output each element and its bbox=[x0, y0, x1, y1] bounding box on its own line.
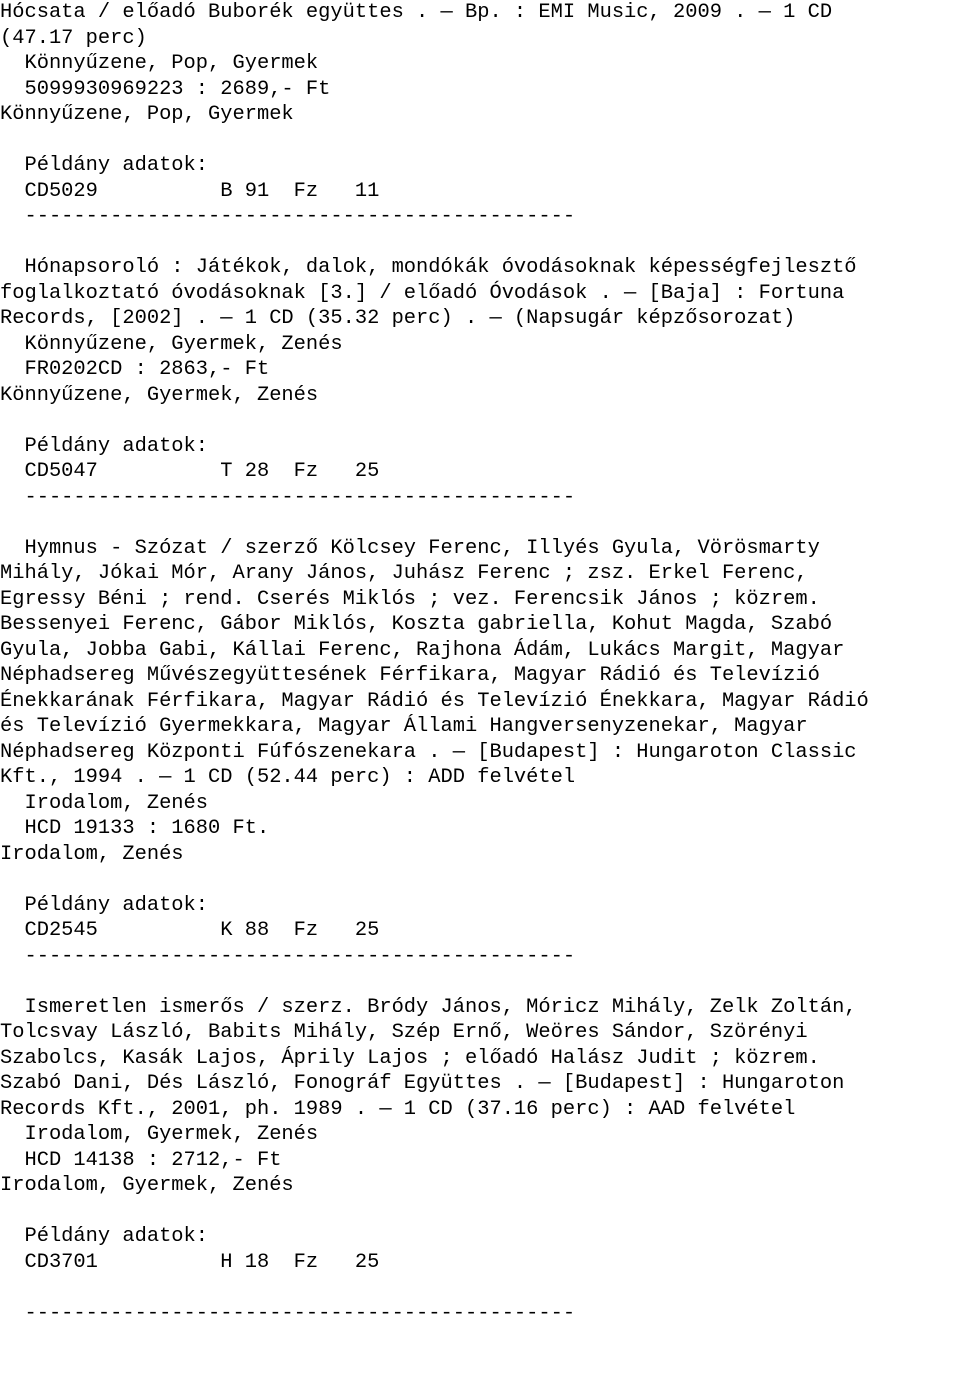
text-line: Könnyűzene, Gyermek, Zenés bbox=[0, 332, 343, 356]
text-line: Énekkarának Férfikara, Magyar Rádió és Televízió Énekkara, Magyar Rádió bbox=[0, 689, 869, 713]
text-line: Szabó Dani, Dés László, Fonográf Együttes . — [Budapest] : Hungaroton bbox=[0, 1072, 845, 1095]
record-divider: --------------------------------------------- bbox=[0, 205, 576, 228]
text-line: Néphadsereg Művészegyüttesének Férfikara, Magyar Rádió és Televízió bbox=[0, 664, 820, 687]
text-line: Könnyűzene, Pop, Gyermek bbox=[0, 103, 294, 126]
blank-line bbox=[0, 969, 960, 995]
text-line: Irodalom, Zenés bbox=[0, 791, 209, 815]
text-line: Records Kft., 2001, ph. 1989 . — 1 CD (37.16 perc) : AAD felvétel bbox=[0, 1097, 796, 1121]
blank-line bbox=[0, 230, 960, 256]
blank-line bbox=[0, 510, 960, 536]
copy-data-heading: Példány adatok: bbox=[0, 893, 209, 917]
text-line: Irodalom, Zenés bbox=[0, 842, 184, 866]
text-line: Hymnus - Szózat / szerző Kölcsey Ferenc, Illyés Gyula, Vörösmarty bbox=[0, 536, 820, 560]
text-line: Egressy Béni ; rend. Cserés Miklós ; vez. Ferencsik János ; közrem. bbox=[0, 587, 820, 611]
text-line: Irodalom, Gyermek, Zenés bbox=[0, 1174, 294, 1197]
text-line: foglalkoztató óvodásoknak [3.] / előadó Óvodások . — [Baja] : Fortuna bbox=[0, 281, 845, 305]
blank-line bbox=[0, 867, 960, 893]
copy-data-row: CD3701 H 18 Fz 25 bbox=[0, 1250, 380, 1274]
text-line: Hócsata / előadó Buborék együttes . — Bp. : EMI Music, 2009 . — 1 CD bbox=[0, 1, 833, 24]
text-line: Gyula, Jobba Gabi, Kállai Ferenc, Rajhona Ádám, Lukács Margit, Magyar bbox=[0, 638, 845, 662]
text-line: Könnyűzene, Gyermek, Zenés bbox=[0, 383, 319, 407]
text-line: Bessenyei Ferenc, Gábor Miklós, Koszta gabriella, Kohut Magda, Szabó bbox=[0, 613, 833, 636]
text-line: Hónapsoroló : Játékok, dalok, mondókák óvodásoknak képességfejlesztő bbox=[0, 256, 857, 279]
copy-data-row: CD5047 T 28 Fz 25 bbox=[0, 460, 380, 483]
copy-data-row: CD2545 K 88 Fz 25 bbox=[0, 919, 380, 942]
text-line: Kft., 1994 . — 1 CD (52.44 perc) : ADD felvétel bbox=[0, 766, 576, 789]
price-line: HCD 14138 : 2712,- Ft bbox=[0, 1148, 282, 1172]
price-line: FR0202CD : 2863,- Ft bbox=[0, 358, 270, 381]
blank-line bbox=[0, 128, 960, 154]
text-line: (47.17 perc) bbox=[0, 26, 147, 50]
text-line: Irodalom, Gyermek, Zenés bbox=[0, 1123, 319, 1146]
copy-data-heading: Példány adatok: bbox=[0, 1225, 209, 1248]
text-line: Mihály, Jókai Mór, Arany János, Juhász Ferenc ; zsz. Erkel Ferenc, bbox=[0, 562, 808, 585]
price-line: HCD 19133 : 1680 Ft. bbox=[0, 817, 270, 840]
text-line: Records, [2002] . — 1 CD (35.32 perc) . — (Napsugár képzősorozat) bbox=[0, 307, 796, 330]
text-line: Ismeretlen ismerős / szerz. Bródy János, Móricz Mihály, Zelk Zoltán, bbox=[0, 995, 857, 1019]
text-line: Szabolcs, Kasák Lajos, Áprily Lajos ; előadó Halász Judit ; közrem. bbox=[0, 1046, 820, 1070]
blank-line bbox=[0, 1199, 960, 1225]
text-line: Könnyűzene, Pop, Gyermek bbox=[0, 52, 319, 75]
copy-data-heading: Példány adatok: bbox=[0, 154, 209, 177]
copy-data-row: CD5029 B 91 Fz 11 bbox=[0, 179, 380, 203]
blank-line bbox=[0, 408, 960, 434]
record-divider: --------------------------------------------- bbox=[0, 1301, 576, 1325]
text-line: Tolcsvay László, Babits Mihály, Szép Ernő, Weöres Sándor, Szörényi bbox=[0, 1021, 808, 1044]
blank-line bbox=[0, 1275, 960, 1301]
copy-data-heading: Példány adatok: bbox=[0, 434, 209, 458]
record-divider: --------------------------------------------- bbox=[0, 485, 576, 509]
text-line: Néphadsereg Központi Fúfószenekara . — [Budapest] : Hungaroton Classic bbox=[0, 740, 857, 764]
record-divider: --------------------------------------------- bbox=[0, 944, 576, 968]
price-line: 5099930969223 : 2689,- Ft bbox=[0, 77, 331, 101]
text-line: és Televízió Gyermekkara, Magyar Állami Hangversenyzenekar, Magyar bbox=[0, 715, 808, 738]
